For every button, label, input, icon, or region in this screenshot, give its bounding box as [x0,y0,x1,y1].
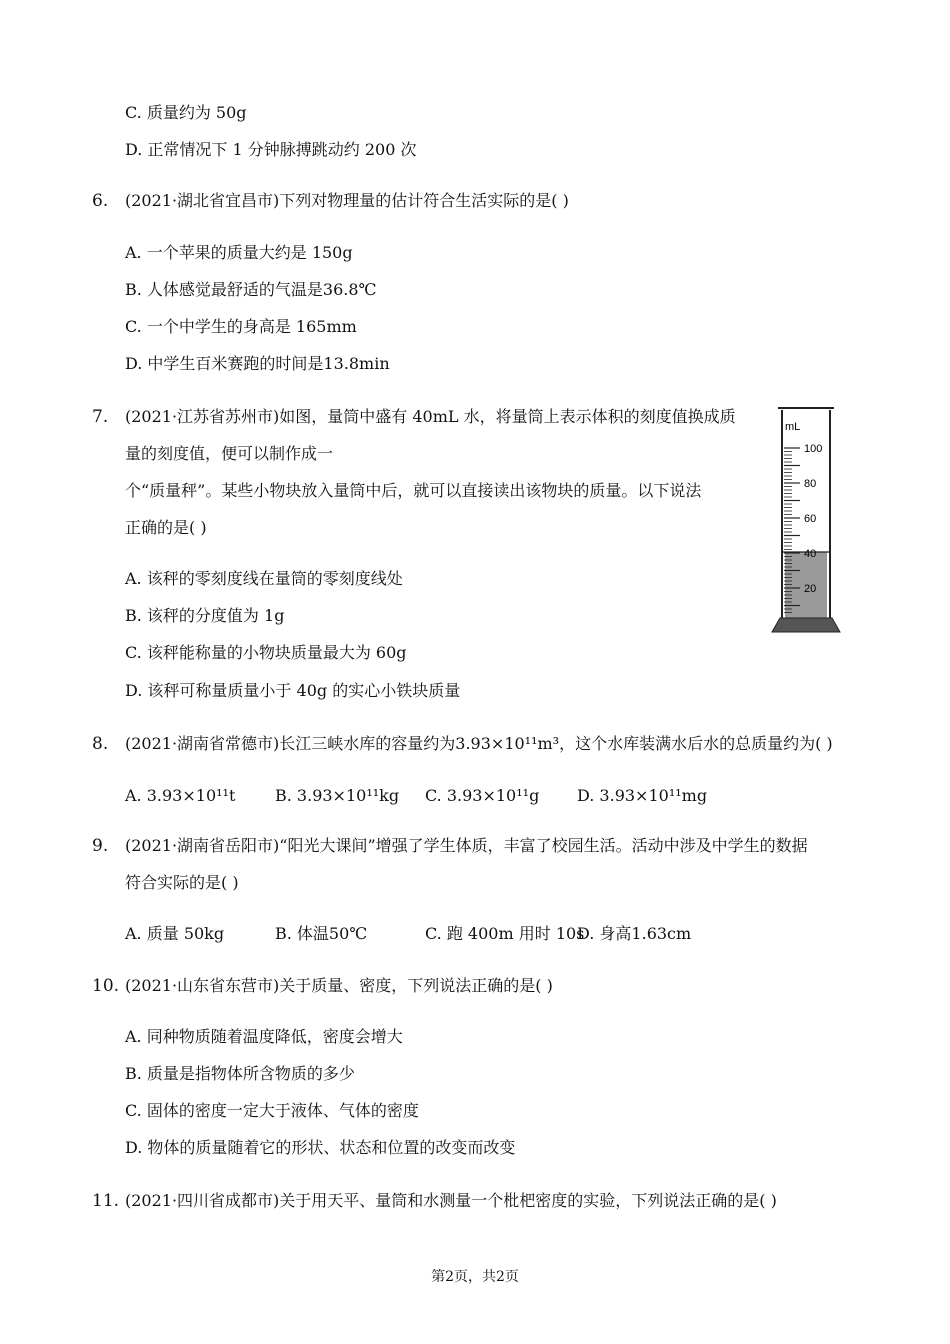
q7-option-b: B. 该秤的分度值为 1g [125,606,285,625]
q7-number: 7. [92,407,109,427]
q7-stem-line1: (2021·江苏省苏州市)如图，量筒中盛有 40mL 水，将量筒上表示体积的刻度值换成质 [125,407,736,426]
q9-number: 9. [92,836,109,856]
q7-stem-line2: 量的刻度值，便可以制作成一 [125,444,334,463]
q11-stem: (2021·四川省成都市)关于用天平、量筒和水测量一个枇杷密度的实验，下列说法正确的是( ) [125,1191,777,1210]
q8-option-b: B. 3.93×10¹¹kg [275,786,400,805]
q9-option-c: C. 跑 400m 用时 10s [425,924,585,943]
scale-label-60: 60 [804,513,817,525]
q7-stem-line4: 正确的是( ) [125,518,207,537]
q10-option-c: C. 固体的密度一定大于液体、气体的密度 [125,1101,419,1120]
q9-option-a: A. 质量 50kg [125,924,225,943]
q6-stem: (2021·湖北省宜昌市)下列对物理量的估计符合生活实际的是( ) [125,191,569,210]
q9-option-b: B. 体温50℃ [275,924,368,943]
q10-option-d: D. 物体的质量随着它的形状、状态和位置的改变而改变 [125,1138,516,1157]
q9-options [125,923,845,945]
q6-option-a: A. 一个苹果的质量大约是 150g [125,243,353,262]
q8-options [125,785,845,807]
q7-option-c: C. 该秤能称量的小物块质量最大为 60g [125,643,407,662]
q10-option-b: B. 质量是指物体所含物质的多少 [125,1064,355,1083]
q7-stem-line3: 个“质量秤”。某些小物块放入量筒中后，就可以直接读出该物块的质量。以下说法 [125,481,702,500]
unit-label: mL [785,421,801,433]
q8-stem: (2021·湖南省常德市)长江三峡水库的容量约为3.93×10¹¹m³，这个水库装满水后水的总质量约为( ) [125,734,833,753]
q10-stem: (2021·山东省东营市)关于质量、密度，下列说法正确的是( ) [125,976,553,995]
q9-option-d: D. 身高1.63cm [577,924,692,943]
page-footer: 第2页，共2页 [431,1269,519,1285]
q6-option-b: B. 人体感觉最舒适的气温是36.8℃ [125,280,377,299]
q8-option-d: D. 3.93×10¹¹mg [577,786,708,805]
graduated-cylinder-figure [770,402,845,637]
q8-option-a: A. 3.93×10¹¹t [125,786,236,805]
q6-option-c: C. 一个中学生的身高是 165mm [125,317,357,336]
q6-number: 6. [92,191,109,211]
scale-label-40: 40 [804,548,817,560]
scale-label-100: 100 [804,443,823,455]
scale-ticks [784,448,800,613]
q6-option-d: D. 中学生百米赛跑的时间是13.8min [125,354,390,373]
q10-option-a: A. 同种物质随着温度降低，密度会增大 [125,1027,403,1046]
q5-option-d: D. 正常情况下 1 分钟脉搏跳动约 200 次 [125,140,417,159]
q7-option-d: D. 该秤可称量质量小于 40g 的实心小铁块质量 [125,681,461,700]
q10-number: 10. [92,976,120,996]
q8-option-c: C. 3.93×10¹¹g [425,786,540,805]
scale-label-20: 20 [804,583,817,595]
q9-stem-line2: 符合实际的是( ) [125,873,239,892]
q7-option-a: A. 该秤的零刻度线在量筒的零刻度线处 [125,569,403,588]
q8-number: 8. [92,734,109,754]
q9-stem-line1: (2021·湖南省岳阳市)“阳光大课间”增强了学生体质，丰富了校园生活。活动中涉及中学生的数据 [125,836,808,855]
q11-number: 11. [92,1191,120,1211]
scale-label-80: 80 [804,478,817,490]
q5-option-c: C. 质量约为 50g [125,103,247,122]
